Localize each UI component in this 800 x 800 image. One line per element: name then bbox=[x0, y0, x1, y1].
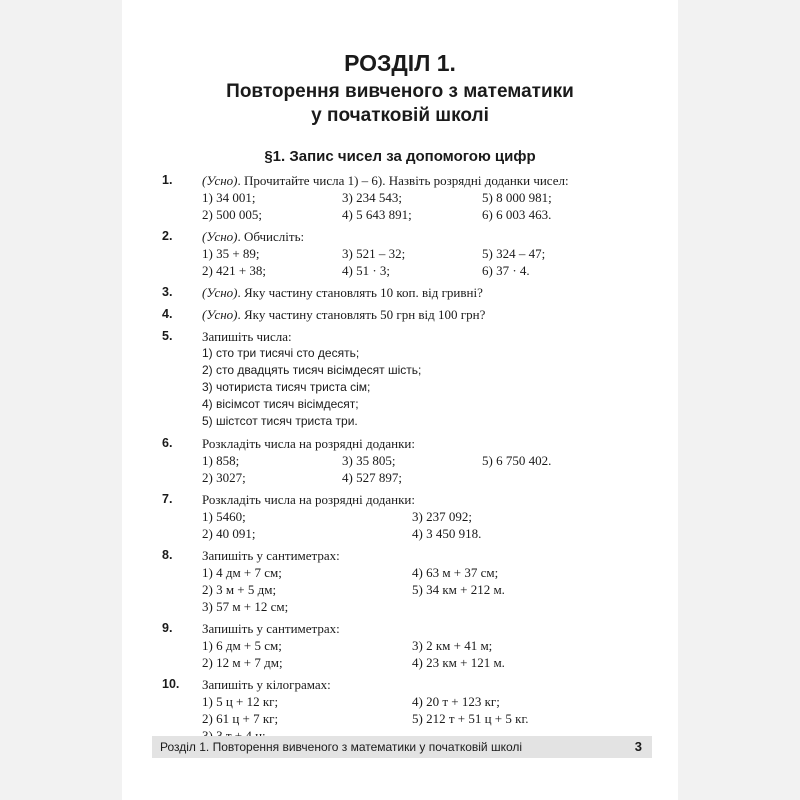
oral-label: (Усно) bbox=[202, 307, 238, 322]
task-item: 4) 527 897; bbox=[342, 470, 402, 485]
answer-row bbox=[202, 637, 642, 654]
task-number: 2. bbox=[162, 229, 173, 243]
task-number: 10. bbox=[162, 677, 180, 691]
task-item: 4) 20 т + 123 кг; bbox=[412, 694, 500, 709]
task-number: 1. bbox=[162, 173, 173, 187]
task-statement bbox=[202, 172, 642, 189]
task-item: 2) 421 + 38; bbox=[202, 263, 267, 278]
task-number: 3. bbox=[162, 285, 173, 299]
task-text: Запишіть числа: bbox=[202, 329, 292, 344]
task-item: 5) 6 750 402. bbox=[482, 453, 552, 468]
task-statement bbox=[202, 284, 642, 301]
answer-row bbox=[202, 598, 642, 615]
answer-row bbox=[202, 508, 642, 525]
task bbox=[162, 435, 642, 486]
oral-label: (Усно) bbox=[202, 173, 238, 188]
task bbox=[162, 172, 642, 223]
task-item: 2) 61 ц + 7 кг; bbox=[202, 711, 279, 726]
answer-row bbox=[202, 710, 642, 727]
task-item: 5) 324 – 47; bbox=[482, 246, 546, 261]
task-body bbox=[202, 306, 642, 323]
chapter-subtitle-line: Повторення вивченого з математики bbox=[226, 81, 574, 102]
task bbox=[162, 491, 642, 542]
page-number: 3 bbox=[634, 739, 642, 754]
task bbox=[162, 228, 642, 279]
task-number: 9. bbox=[162, 621, 173, 635]
task-item: 5) 8 000 981; bbox=[482, 190, 552, 205]
task-item: 5) 212 т + 51 ц + 5 кг. bbox=[412, 711, 529, 726]
task-item: 3) чотириста тисяч триста сім; bbox=[202, 380, 371, 394]
task-item bbox=[412, 598, 622, 615]
task-item: 1) 6 дм + 5 см; bbox=[202, 638, 282, 653]
answer-row bbox=[202, 581, 642, 598]
task-item: 6) 6 003 463. bbox=[482, 207, 552, 222]
chapter-subtitle-line: у початковій школі bbox=[311, 105, 489, 126]
task-item: 4) 23 км + 121 м. bbox=[412, 655, 505, 670]
task-text: . Обчисліть: bbox=[237, 229, 305, 244]
task-body bbox=[202, 676, 642, 744]
task-item: 1) 858; bbox=[202, 453, 240, 468]
task-statement bbox=[202, 435, 642, 452]
task-item: 1) 34 001; bbox=[202, 190, 256, 205]
task-number: 6. bbox=[162, 436, 173, 450]
footer-text: Розділ 1. Повторення вивченого з математики у початковій школі bbox=[160, 740, 523, 754]
page bbox=[122, 0, 678, 800]
task-item: 3) 35 805; bbox=[342, 453, 396, 468]
task-body bbox=[202, 172, 642, 223]
answer-row bbox=[202, 564, 642, 581]
task-item: 3) 521 – 32; bbox=[342, 246, 406, 261]
answer-row bbox=[202, 452, 642, 469]
task-body bbox=[202, 547, 642, 615]
task-number: 7. bbox=[162, 492, 173, 506]
task-item: 5) шістсот тисяч триста три. bbox=[202, 414, 358, 428]
task-item: 4) 3 450 918. bbox=[412, 526, 482, 541]
task bbox=[162, 306, 642, 323]
task-item: 2) 500 005; bbox=[202, 207, 262, 222]
task-body bbox=[202, 491, 642, 542]
task-body bbox=[202, 328, 642, 430]
task-item: 2) 3 м + 5 дм; bbox=[202, 582, 277, 597]
task-item: 2) 12 м + 7 дм; bbox=[202, 655, 283, 670]
task bbox=[162, 328, 642, 430]
task-item: 3) 234 543; bbox=[342, 190, 402, 205]
task-item: 3) 57 м + 12 см; bbox=[202, 599, 289, 614]
answer-row bbox=[202, 469, 642, 486]
task-item: 4) 51 · 3; bbox=[342, 263, 391, 278]
task-statement bbox=[202, 620, 642, 637]
task-text: Розкладіть числа на розрядні доданки: bbox=[202, 436, 415, 451]
task-item: 2) 3027; bbox=[202, 470, 246, 485]
task-item: 3) 237 092; bbox=[412, 509, 472, 524]
task-item: 4) 5 643 891; bbox=[342, 207, 412, 222]
task-item: 2) 40 091; bbox=[202, 526, 256, 541]
task-item: 4) 63 м + 37 см; bbox=[412, 565, 499, 580]
task-number: 5. bbox=[162, 329, 173, 343]
task-statement bbox=[202, 491, 642, 508]
task-text: . Прочитайте числа 1) – 6). Назвіть розрядні доданки чисел: bbox=[237, 173, 569, 188]
oral-label: (Усно) bbox=[202, 285, 238, 300]
task-list bbox=[162, 172, 642, 749]
task-item: 1) 5 ц + 12 кг; bbox=[202, 694, 279, 709]
chapter-subtitle bbox=[122, 80, 678, 128]
task-text: . Яку частину становлять 50 грн від 100 грн? bbox=[237, 307, 486, 322]
task-item: 6) 37 · 4. bbox=[482, 263, 530, 278]
task-body bbox=[202, 435, 642, 486]
task-item: 5) 34 км + 212 м. bbox=[412, 582, 505, 597]
task-text: . Яку частину становлять 10 коп. від гривні? bbox=[237, 285, 483, 300]
task-text: Запишіть у сантиметрах: bbox=[202, 548, 340, 563]
task-item: 3) 2 км + 41 м; bbox=[412, 638, 493, 653]
answer-row bbox=[202, 693, 642, 710]
task-item bbox=[482, 469, 622, 486]
task-text: Розкладіть числа на розрядні доданки: bbox=[202, 492, 415, 507]
task-item: 1) сто три тисячі сто десять; bbox=[202, 346, 360, 360]
task-body bbox=[202, 228, 642, 279]
task-text: Запишіть у кілограмах: bbox=[202, 677, 331, 692]
answer-row bbox=[202, 245, 642, 262]
task bbox=[162, 547, 642, 615]
task bbox=[162, 284, 642, 301]
task-statement bbox=[202, 547, 642, 564]
oral-label: (Усно) bbox=[202, 229, 238, 244]
task-body bbox=[202, 284, 642, 301]
task-item: 4) вісімсот тисяч вісімдесят; bbox=[202, 397, 359, 411]
task-statement bbox=[202, 676, 642, 693]
answer-row bbox=[202, 206, 642, 223]
task bbox=[162, 676, 642, 744]
answer-row bbox=[202, 654, 642, 671]
task-text: Запишіть у сантиметрах: bbox=[202, 621, 340, 636]
chapter-title: РОЗДІЛ 1. bbox=[344, 50, 456, 76]
page-footer bbox=[152, 736, 652, 758]
section-title: §1. Запис чисел за допомогою цифр bbox=[264, 148, 536, 165]
task-body bbox=[202, 620, 642, 671]
task-item: 1) 5460; bbox=[202, 509, 246, 524]
task-statement bbox=[202, 306, 642, 323]
task-item: 2) сто двадцять тисяч вісімдесят шість; bbox=[202, 363, 422, 377]
task-statement bbox=[202, 328, 642, 345]
task bbox=[162, 620, 642, 671]
task-item: 1) 35 + 89; bbox=[202, 246, 260, 261]
task-number: 4. bbox=[162, 307, 173, 321]
task-statement bbox=[202, 228, 642, 245]
answer-row bbox=[202, 525, 642, 542]
task-item: 1) 4 дм + 7 см; bbox=[202, 565, 282, 580]
task-number: 8. bbox=[162, 548, 173, 562]
answer-row bbox=[202, 189, 642, 206]
answer-row bbox=[202, 262, 642, 279]
